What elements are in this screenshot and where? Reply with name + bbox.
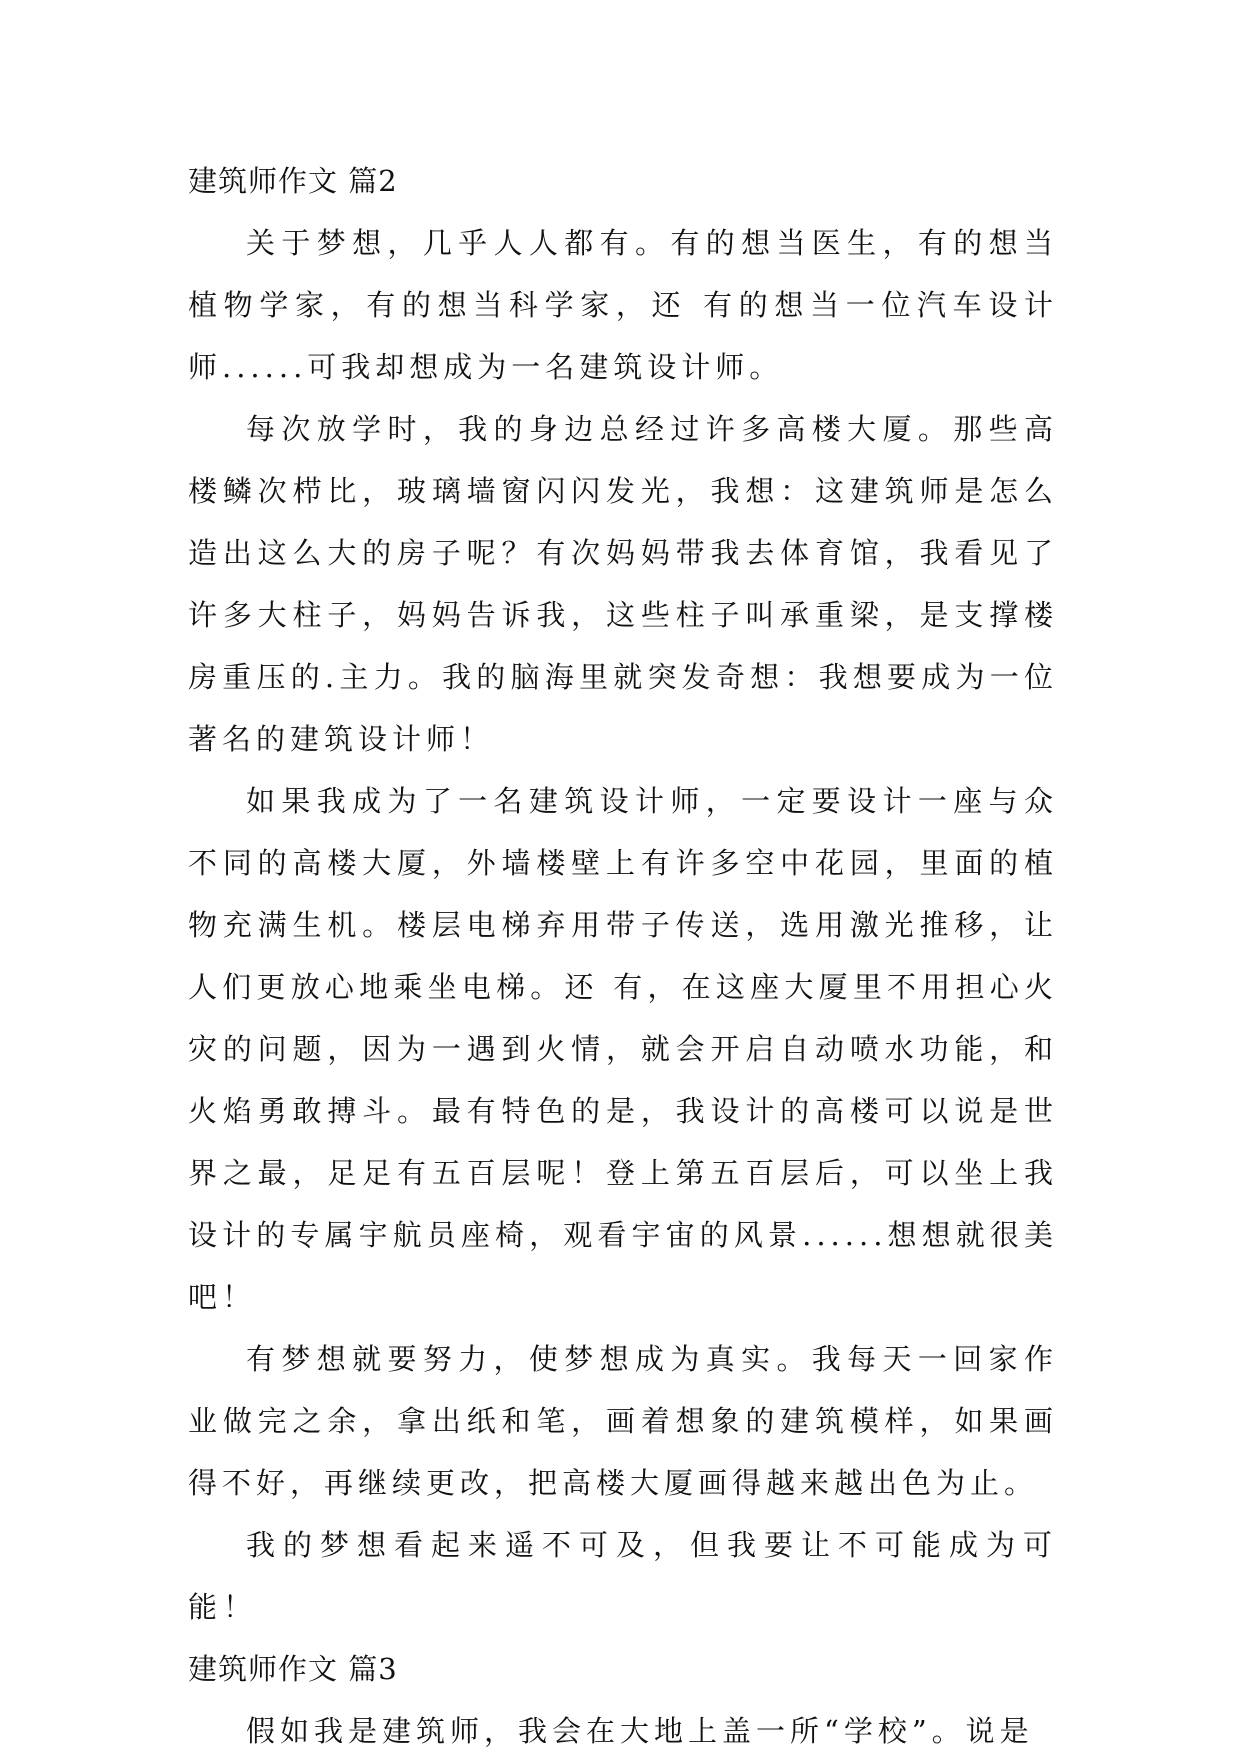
paragraph: 有梦想就要努力，使梦想成为真实。我每天一回家作业做完之余，拿出纸和笔，画着想象的建筑模样，如果画得不好，再继续更改，把高楼大厦画得越来越出色为止。 [188,1342,1058,1500]
section-heading: 建筑师作文 篇3 [188,1652,398,1686]
paragraph: 如果我成为了一名建筑设计师，一定要设计一座与众不同的高楼大厦，外墙楼壁上有许多空中花园，里面的植物充满生机。楼层电梯弃用带子传送，选用激光推移，让人们更放心地乘坐电梯。还 有，在这座大厦里不用担心火灾的问题，因为一遇到火情，就会开启自动喷水功能，和火焰勇敢搏斗。最有特色的是，我设计的高楼可以说是世界之最，足足有五百层呢！登上第五百层后，可以坐上我设计的专属宇航员座椅，观看宇宙的风景......想想就很美吧！ [188,784,1058,1314]
paragraph: 每次放学时，我的身边总经过许多高楼大厦。那些高楼鳞次栉比，玻璃墙窗闪闪发光，我想：这建筑师是怎么造出这么大的房子呢？有次妈妈带我去体育馆，我看见了许多大柱子，妈妈告诉我，这些柱子叫承重梁，是支撑楼房重压的.主力。我的脑海里就突发奇想：我想要成为一位著名的建筑设计师！ [188,412,1058,756]
paragraph: 关于梦想，几乎人人都有。有的想当医生，有的想当植物学家，有的想当科学家，还 有的想当一位汽车设计师......可我却想成为一名建筑设计师。 [188,226,1058,384]
section-heading: 建筑师作文 篇2 [188,164,398,198]
paragraph: 假如我是建筑师，我会在大地上盖一所“学校”。说是 [246,1714,1034,1748]
paragraph: 我的梦想看起来遥不可及，但我要让不可能成为可能！ [188,1528,1058,1624]
document-page [188,150,1058,1762]
